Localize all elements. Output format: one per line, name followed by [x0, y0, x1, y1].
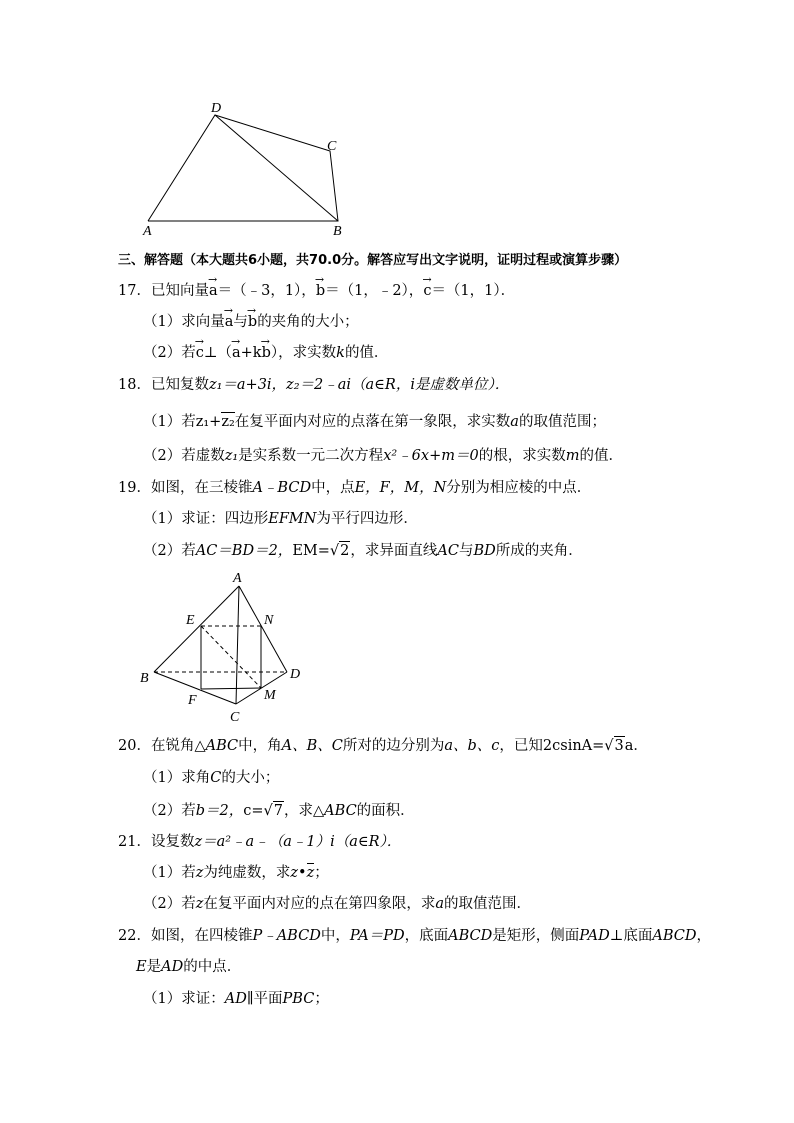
q19-p2-bd: BD — [473, 543, 496, 559]
pyr-label-a: A — [233, 571, 242, 586]
q20-stem-sides: a、b、c — [444, 738, 500, 754]
q22-p1-ad: AD — [224, 991, 247, 1007]
q19-stem-post: 分别为相应棱的中点． — [446, 480, 592, 496]
q18-p1-a: a — [510, 414, 519, 430]
q22-p1-pbc: PBC — [282, 991, 315, 1007]
q19-p2-em: EM= — [292, 543, 330, 559]
q18-p2-eq: x²﹣6x+m＝0 — [383, 448, 479, 464]
label-d: D — [211, 101, 222, 116]
q20-stem-root: 3 — [614, 738, 624, 754]
q18-p2-m: m — [565, 448, 580, 464]
q18-p1-z2-conj: z₂ — [221, 414, 235, 430]
q19-stem-mid: 中，点 — [311, 480, 355, 496]
q17-p2-pre: （2）若 — [143, 345, 196, 361]
q18-p2-end: 的值． — [579, 448, 623, 464]
q19-stem-t: A﹣BCD — [252, 480, 312, 496]
label-b: B — [333, 224, 342, 239]
q19-p2-root: 2 — [340, 543, 350, 559]
q20-stem-post: ，已知 — [499, 738, 543, 754]
q18-part2 — [143, 447, 623, 465]
vector-a: a → — [209, 282, 218, 300]
q19-part1 — [143, 510, 418, 528]
q17-stem — [118, 282, 515, 300]
edge-ad — [239, 586, 287, 672]
q21-p2-z: z — [195, 896, 204, 912]
q20-p1-c: C — [210, 770, 222, 786]
pyr-label-f: F — [188, 693, 197, 708]
vector-b: b → — [248, 313, 257, 331]
q22-line2-e: E — [136, 959, 147, 975]
q22-stem-mid2: ，底面 — [404, 928, 449, 944]
pyr-label-n: N — [264, 613, 274, 628]
q19-p2-ac: AC — [437, 543, 459, 559]
q19-stem — [118, 479, 591, 497]
q22-stem-perp: ⊥底面 — [609, 928, 653, 944]
vector-a: a → — [232, 344, 241, 362]
q22-stem-pre: 22．如图，在四棱锥 — [118, 928, 253, 944]
edge-ab — [154, 586, 239, 672]
q17-eq-b: ＝（1，﹣2）， — [325, 283, 424, 299]
q22-stem-pad: PAD — [579, 928, 610, 944]
q20-part1 — [143, 769, 279, 787]
q21-p1-z: z — [195, 865, 204, 881]
q22-stem-p: P﹣ABCD — [252, 928, 321, 944]
q21-part2 — [143, 895, 531, 913]
q21-p1-zbar: z — [306, 865, 315, 881]
q20-stem-pre: 20．在锐角△ — [118, 738, 206, 754]
q21-p2-pre: （2）若 — [143, 896, 196, 912]
q19-p1-pre: （1）求证：四边形 — [143, 511, 269, 527]
q22-part1 — [143, 990, 329, 1008]
q22-stem-end: ， — [696, 928, 712, 944]
q20-p2-post: ，求△ — [284, 803, 325, 819]
q22-stem-mid3: 是矩形，侧面 — [492, 928, 580, 944]
q18-p2-post: 的根，求实数 — [478, 448, 566, 464]
vector-c: c → — [423, 282, 431, 300]
q20-p2-c: c= — [243, 803, 264, 819]
q17-p2-post: ），求实数 — [270, 345, 337, 361]
q20-p2-b: b＝2， — [195, 803, 244, 819]
q18-p1-end: 的取值范围； — [518, 414, 606, 430]
q20-stem: 20．在锐角△ABC中，角A、B、C所对的边分别为a、b、c，已知2csinA=√3a． — [118, 738, 648, 754]
q19-stem-pts: E，F，M，N — [354, 480, 447, 496]
q20-stem-eq: 2csinA= — [542, 738, 605, 754]
q21-stem — [118, 833, 401, 851]
pyr-label-b: B — [140, 671, 149, 686]
q20-stem-t: ABC — [205, 738, 239, 754]
quadrilateral-edges — [148, 115, 338, 221]
q22-line2-mid: 是 — [146, 959, 162, 975]
q22-line2-end: 的中点． — [183, 959, 242, 975]
q19-p1-post: 为平行四边形． — [316, 511, 418, 527]
q22-stem-mid: 中， — [320, 928, 350, 944]
q18-part1 — [143, 413, 606, 431]
q22-p1-mid: ∥平面 — [246, 991, 283, 1007]
label-a: A — [143, 224, 152, 239]
q17-part1 — [143, 313, 359, 331]
q18-p1-post: 在复平面内对应的点落在第一象限，求实数 — [234, 414, 511, 430]
q22-stem — [118, 927, 711, 945]
q22-p1-pre: （1）求证： — [143, 991, 225, 1007]
q17-p2-perp: ⊥（ — [203, 345, 232, 361]
q17-p1-post: 的夹角的大小； — [257, 314, 359, 330]
q20-p1-post: 的大小； — [221, 770, 280, 786]
q18-p2-mid: 是实系数一元二次方程 — [238, 448, 384, 464]
q20-stem-abc: A、B、C — [281, 738, 343, 754]
label-c: C — [327, 139, 337, 154]
q21-p2-mid: 在复平面内对应的点在第四象限，求 — [203, 896, 436, 912]
q19-p2-pre: （2）若 — [143, 543, 196, 559]
q21-p2-a: a — [435, 896, 445, 912]
q18-z-defs: z₁＝a+3i，z₂＝2﹣ai（a∈R，i是虚数单位）． — [208, 377, 510, 393]
q22-p1-end: ； — [314, 991, 329, 1007]
edge-em-hidden — [201, 626, 261, 688]
section-header: 三、解答题（本大题共6小题，共70.0分。解答应写出文字说明，证明过程或演算步骤） — [118, 253, 628, 268]
q21-p2-end: 的取值范围． — [444, 896, 532, 912]
q20-p2-pre: （2）若 — [143, 803, 196, 819]
q21-p1-mid: 为纯虚数，求 — [203, 865, 291, 881]
edge-fm — [201, 688, 261, 689]
q17-eq-a: ＝（﹣3，1）， — [217, 283, 316, 299]
q22-line2-ad: AD — [161, 959, 184, 975]
q17-p1-pre: （1）求向量 — [143, 314, 225, 330]
q21-part1 — [143, 864, 329, 882]
vector-c: c → — [196, 344, 204, 362]
q19-p2-end: 所成的夹角． — [495, 543, 583, 559]
q20-stem-end: a． — [624, 738, 648, 754]
q19-p2-and: 与 — [458, 543, 474, 559]
q17-p2-k: k — [336, 345, 345, 361]
q20-p1-pre: （1）求角 — [143, 770, 211, 786]
vector-b: b → — [262, 344, 271, 362]
q17-eq-c: ＝（1，1）． — [431, 283, 516, 299]
vector-b: b → — [316, 282, 325, 300]
q17-p1-mid: 与 — [233, 314, 248, 330]
q21-stem-pre: 21．设复数 — [118, 834, 195, 850]
q19-p2-eq: AC＝BD＝2， — [195, 543, 293, 559]
pyr-label-d: D — [290, 667, 301, 682]
q19-p2-post: ，求异面直线 — [350, 543, 438, 559]
pyr-label-m: M — [264, 688, 276, 703]
vector-a: a → — [225, 313, 234, 331]
q21-stem-z: z＝a²﹣a﹣（a﹣1）i（a∈R）． — [194, 834, 402, 850]
q22-stem-abcd2: ABCD — [652, 928, 697, 944]
q20-p2-t: ABC — [324, 803, 357, 819]
q18-p1-z1: z₁+ — [195, 414, 222, 430]
q18-stem-text: 18．已知复数 — [118, 377, 209, 393]
q20-p2-root: 7 — [273, 803, 284, 819]
q22-stem-abcd: ABCD — [448, 928, 493, 944]
diagonal-db — [215, 115, 338, 221]
q18-p2-pre: （2）若虚数 — [143, 448, 225, 464]
q17-p2-plus: +k — [240, 345, 262, 361]
q19-stem-pre: 19．如图，在三棱锥 — [118, 480, 253, 496]
q20-stem-mid2: 所对的边分别为 — [342, 738, 445, 754]
q17-num: 17．已知向量 — [118, 283, 209, 299]
q21-p1-zz: z• — [290, 865, 307, 881]
q20-stem-mid: 中，角 — [238, 738, 282, 754]
q22-stem-eq: PA＝PD — [349, 928, 405, 944]
figure-quadrilateral — [140, 95, 360, 240]
q19-part2: （2）若AC＝BD＝2，EM=√2，求异面直线AC与BD所成的夹角． — [143, 543, 583, 559]
q19-p1-q: EFMN — [268, 511, 317, 527]
pyr-label-c: C — [230, 710, 240, 725]
q18-p1-pre: （1）若 — [143, 414, 196, 430]
q17-p2-end: 的值． — [344, 345, 389, 361]
q22-stem-line2 — [136, 958, 241, 976]
q21-p1-end: ； — [314, 865, 329, 881]
q20-part2: （2）若b＝2，c=√7，求△ABC的面积． — [143, 803, 415, 819]
q17-part2 — [143, 344, 388, 362]
q18-p2-z1: z₁ — [224, 448, 239, 464]
edge-ac — [236, 586, 239, 704]
figure-pyramid — [130, 568, 320, 728]
q21-p1-pre: （1）若 — [143, 865, 196, 881]
q18-stem — [118, 376, 509, 394]
pyr-label-e: E — [186, 613, 195, 628]
q20-p2-end: 的面积． — [356, 803, 415, 819]
